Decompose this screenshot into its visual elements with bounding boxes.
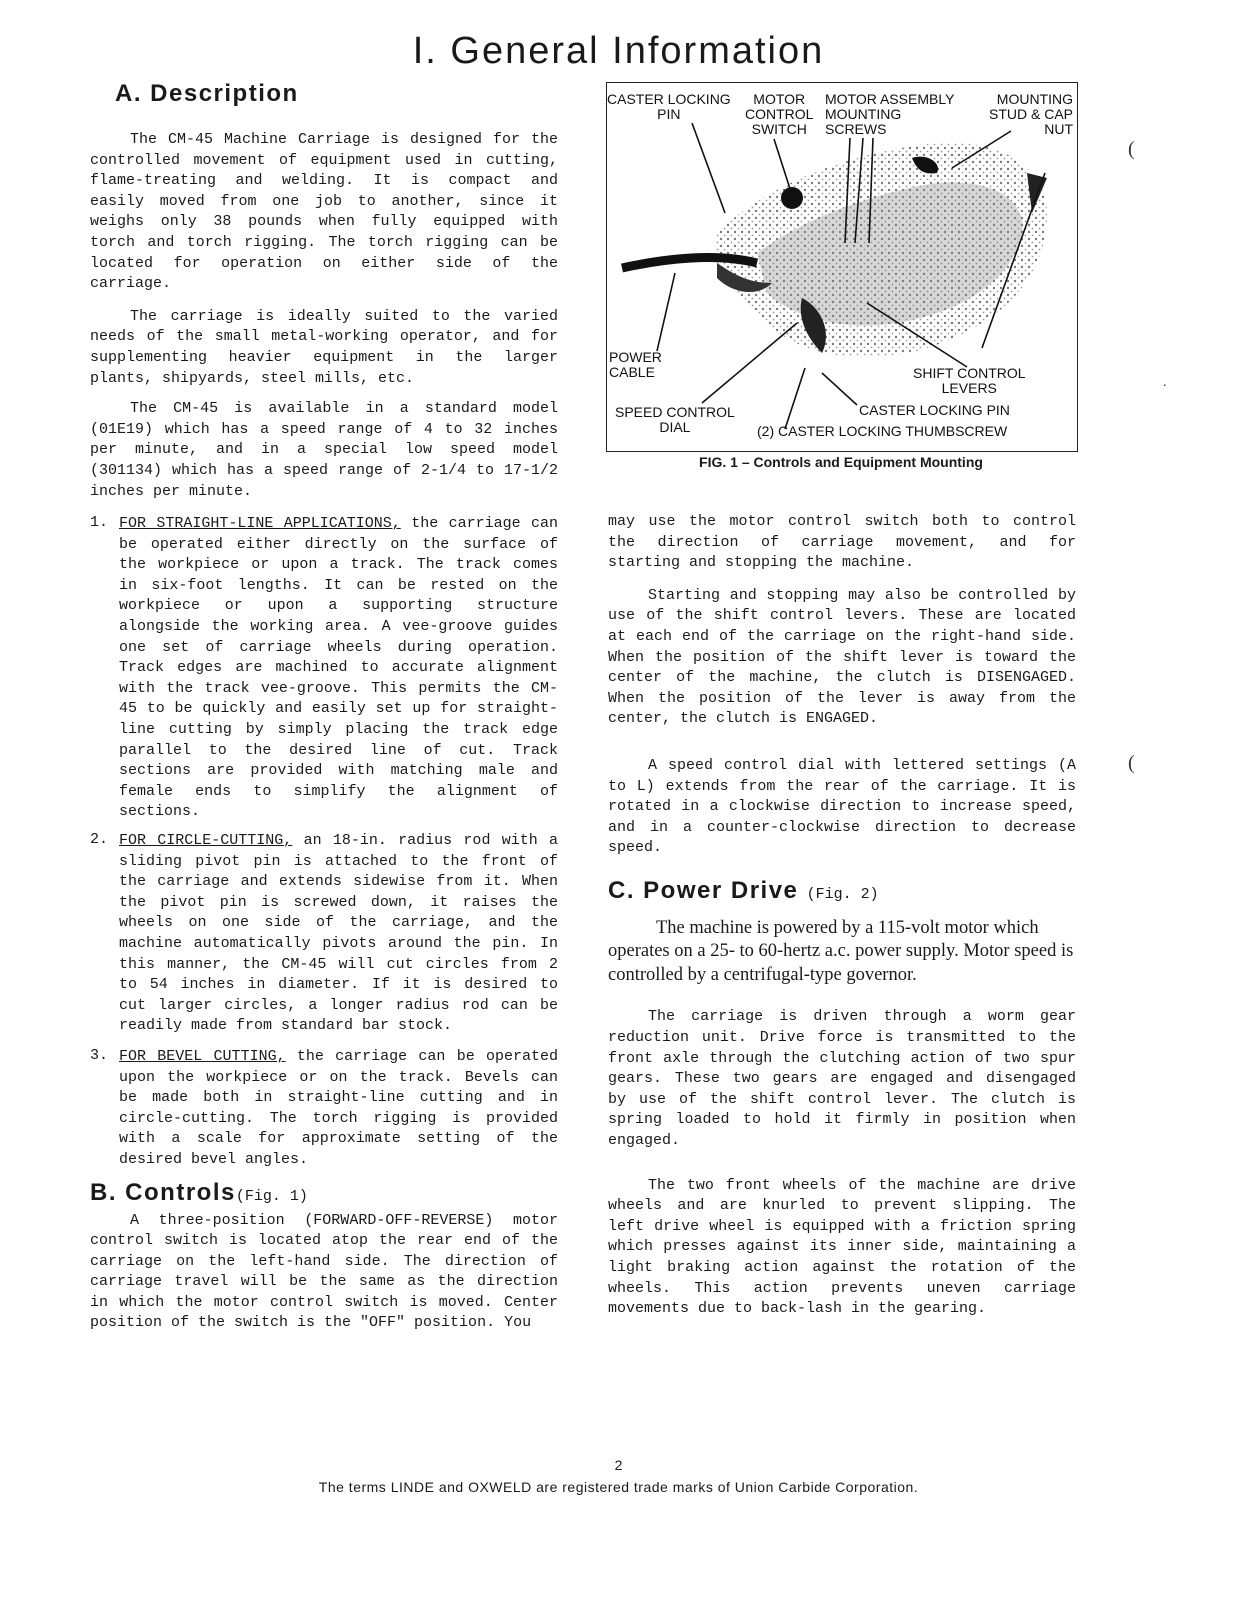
section-c-paragraph-2: The carriage is driven through a worm gear reduction unit. Drive force is transmitted to the front axle through the clutching action of two spur gears. These two gears are engaged and disengaged by use of the shift control lever. The clutch is spring loaded to hold it firmly in position when engaged. xyxy=(608,1008,1076,1149)
item-number: 1. xyxy=(90,514,109,532)
callout-caster-locking-pin-top: CASTER LOCKING PIN xyxy=(607,91,731,122)
right-column xyxy=(608,512,1076,1320)
item-number: 3. xyxy=(90,1046,109,1064)
page-title: I. General Information xyxy=(412,30,825,72)
figure-caption: FIG. 1 – Controls and Equipment Mounting xyxy=(699,454,983,470)
margin-mark: . xyxy=(1163,375,1167,390)
section-c-paragraph-1: The machine is powered by a 115-volt motor which operates on a 25- to 60-hertz a.c. power supply. Motor speed is controlled by a centrifugal-type governor. xyxy=(608,917,1074,985)
section-b-paragraph-2: may use the motor control switch both to control the direction of carriage movement, and for starting and stopping the machine. xyxy=(608,513,1076,572)
figure-controls-equipment xyxy=(606,82,1078,452)
list-item xyxy=(90,831,558,1037)
callout-mounting-stud: MOUNTING STUD & CAP NUT xyxy=(988,91,1073,137)
section-b-paragraph-4: A speed control dial with lettered settings (A to L) extends from the rear of the carriage. It is rotated in a clockwise direction to increase speed, and in a counter-clockwise direction to decrease speed. xyxy=(608,756,1076,857)
callout-speed-control-dial: SPEED CONTROL DIAL xyxy=(615,404,735,435)
section-a-paragraph-3: The CM-45 is available in a standard model (01E19) which has a speed range of 4 to 32 inches per minute, and in a special low speed model (301134) which has a speed range of 2-1/4 to 17-1/2 inches per minute. xyxy=(90,400,558,500)
section-a-heading: A. Description xyxy=(115,80,299,107)
page-number: 2 xyxy=(614,1457,623,1473)
section-c-heading: C. Power Drive (Fig. 2) xyxy=(608,876,879,904)
item-text: the carriage can be operated either directly on the surface of the workpiece or upon a track. The track comes in six-foot lengths. It can be rested on the workpiece or upon a supporting structure alongside the working area. A vee-groove guides one set of carriage wheels during operation. Track edges are machined to accurate alignment with the track vee-groove. This permits the CM-45 to be quickly and easily set up for straight-line cutting by simply placing the track edge parallel to the desired line of cut. Track sections are provided with matching male and female ends to simplify the alignment of sections. xyxy=(119,515,558,821)
section-a-paragraph-1: The CM-45 Machine Carriage is designed for the controlled movement of equipment used in cutting, flame-treating and welding. It is compact and easily moved from one job to another, since it weighs only 38 pounds when fully equipped with torch and torch rigging. The torch rigging can be located for operation on either side of the carriage. xyxy=(90,131,558,293)
applications-list xyxy=(90,514,558,1170)
section-a-paragraph-2: The carriage is ideally suited to the varied needs of the small metal-working operator, and for supplementing heavier equipment in the larger plants, shipyards, steel mills, etc. xyxy=(90,307,558,387)
section-c-paragraph-3: The two front wheels of the machine are drive wheels and are knurled to prevent slipping. The left drive wheel is equipped with a friction spring which presses against its inner side, maintaining a light braking action against the rotation of the wheels. This action prevents uneven carriage movements due to back-lash in the gearing. xyxy=(608,1176,1076,1318)
callout-caster-locking-thumbscrew: (2) CASTER LOCKING THUMBSCREW xyxy=(757,423,1008,439)
section-b-paragraph-1: A three-position (FORWARD-OFF-REVERSE) motor control switch is located atop the rear end of the carriage on the left-hand side. The direction of carriage travel will be the same as the direction in which the motor control switch is moved. Center position of the switch is the "OFF" position. You xyxy=(90,1211,558,1332)
callout-power-cable: POWER CABLE xyxy=(609,349,662,380)
margin-mark: ( xyxy=(1128,138,1135,160)
callout-shift-control-levers: SHIFT CONTROL LEVERS xyxy=(913,365,1026,396)
section-b-paragraph-3: Starting and stopping may also be controlled by use of the shift control levers. These are located at each end of the carriage on the right-hand side. When the position of the shift lever is toward the center of the machine, the clutch is DISENGAGED. When the position of the lever is away from the center, the clutch is ENGAGED. xyxy=(608,586,1076,728)
list-item xyxy=(90,1047,558,1171)
callout-motor-control-switch: MOTOR CONTROL SWITCH xyxy=(745,91,814,137)
margin-mark: ( xyxy=(1128,752,1135,774)
callout-caster-locking-pin-bottom: CASTER LOCKING PIN xyxy=(859,402,1010,418)
item-lead: FOR BEVEL CUTTING, xyxy=(119,1047,286,1065)
item-lead: FOR CIRCLE-CUTTING, xyxy=(119,832,293,849)
footer-trademark-note: The terms LINDE and OXWELD are registered trade marks of Union Carbide Corporation. xyxy=(318,1479,919,1495)
list-item xyxy=(90,514,558,823)
callout-motor-assembly-screws: MOTOR ASSEMBLY MOUNTING SCREWS xyxy=(825,91,955,137)
item-text: the carriage can be operated upon the workpiece or on the track. Bevels can be made both in straight-line cutting and in circle-cutting. The torch rigging is provided with a scale for approximate setting of the desired bevel angles. xyxy=(119,1047,558,1168)
item-text: an 18-in. radius rod with a sliding pivot pin is attached to the front of the carriage and extends sidewise from it. When the pivot pin is screwed down, it raises the wheels on one side of the carriage, and the machine automatically pivots around the pin. In this manner, the CM-45 will cut circles from 2 to 54 inches in diameter. If it is desired to cut larger circles, a longer radius rod can be readily made from standard bar stock. xyxy=(119,832,558,1035)
item-lead: FOR STRAIGHT-LINE APPLICATIONS, xyxy=(119,515,401,533)
section-b-heading: B. Controls(Fig. 1) xyxy=(90,1178,308,1206)
item-number: 2. xyxy=(90,831,109,848)
left-column xyxy=(90,80,558,1334)
